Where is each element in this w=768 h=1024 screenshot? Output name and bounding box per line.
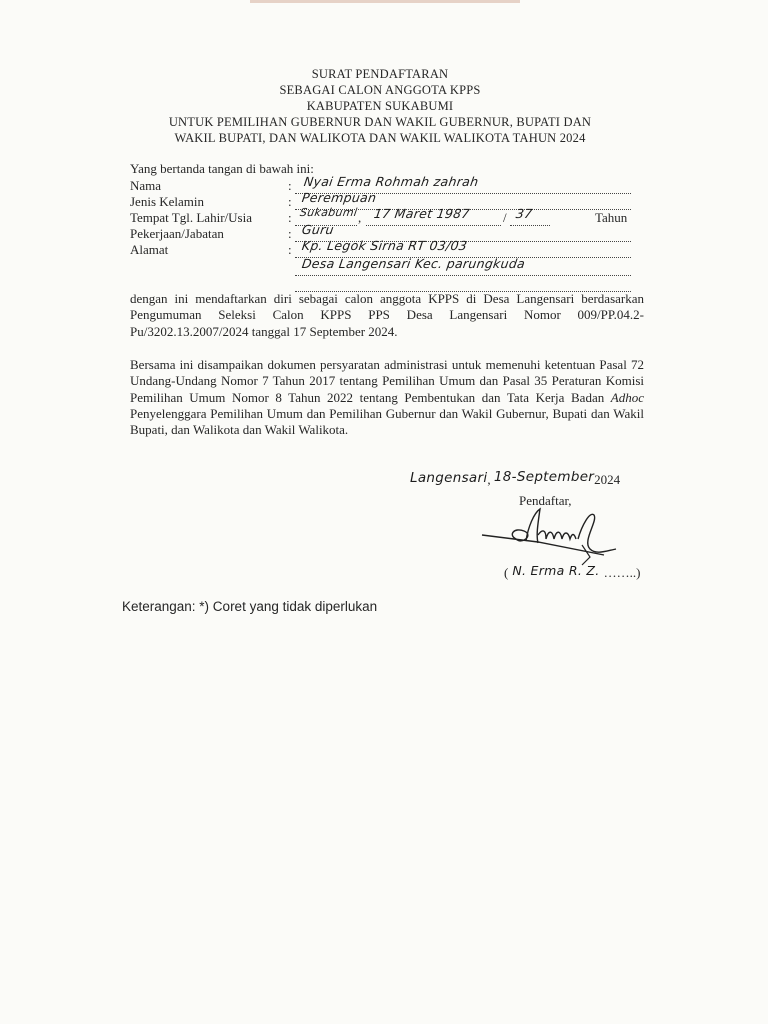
title-line-3: KABUPATEN SUKABUMI: [306, 99, 454, 113]
signer-name-close: ……..): [603, 565, 641, 580]
paragraph-documents-part-1: Bersama ini disampaikan dokumen persyaratan administrasi untuk memenuhi ketentuan Pasal 72 Undang-Undang Nomor 7 Tahun 2017 tentang Pemilihan Umum dan Pasal 35 Peraturan Komisi Pemilihan Umum Nomor 8 Tahun 2022 tentang Pembentukan dan Tata Kerja Badan: [130, 357, 644, 405]
field-colon: :: [288, 178, 292, 193]
field-value-age: 37: [514, 206, 534, 221]
field-alamat-line-3: [130, 276, 650, 292]
field-value-birthdate: 17 Maret 1987: [372, 206, 471, 221]
date-year: 2024: [594, 472, 621, 487]
signature-date: Langensari, 18-September2024: [410, 469, 621, 487]
field-label-alamat: Alamat: [130, 242, 169, 257]
field-value-alamat-1: Kp. Legok Sirna RT 03/03: [300, 238, 469, 253]
handwritten-signature: [478, 505, 628, 569]
footnote: Keterangan: *) Coret yang tidak diperlukan: [122, 599, 378, 614]
title-line-1: SURAT PENDAFTARAN: [311, 67, 449, 81]
field-colon: :: [288, 242, 292, 257]
field-value-jenis-kelamin: Perempuan: [300, 190, 378, 205]
scan-edge-mark: [250, 0, 520, 3]
field-label-jenis-kelamin: Jenis Kelamin: [130, 194, 205, 209]
field-colon: :: [288, 210, 292, 225]
field-value-nama: Nyai Erma Rohmah zahrah: [302, 174, 480, 189]
dotted-line: [295, 276, 631, 292]
paragraph-documents: [130, 357, 644, 438]
paragraph-documents-part-2: Penyelenggara Pemilihan Umum dan Pemilihan Gubernur dan Wakil Gubernur, Bupati dan Wakil Bupati, dan Walikota dan Wakil Walikota.: [130, 405, 644, 438]
age-unit: Tahun: [595, 210, 628, 225]
separator-comma: ,: [358, 210, 362, 225]
signer-name-open: (: [504, 565, 509, 580]
intro-text: Yang bertanda tangan di bawah ini:: [130, 161, 314, 176]
field-value-alamat-2: Desa Langensari Kec. parungkuda: [300, 256, 527, 271]
field-colon: :: [288, 226, 292, 241]
field-label-pekerjaan: Pekerjaan/Jabatan: [130, 226, 224, 241]
document-title: [120, 66, 640, 146]
field-value-pekerjaan: Guru: [300, 222, 335, 237]
date-handwritten: 18-September: [493, 469, 595, 485]
paragraph-registration: dengan ini mendaftarkan diri sebagai calon anggota KPPS di Desa Langensari berdasarkan Pengumuman Seleksi Calon KPPS PPS Desa Langensari Nomor 009/PP.04.2-Pu/3202.13.2007/2024 tanggal 17 September 2024.: [130, 291, 644, 339]
signer-role: Pendaftar,: [519, 493, 572, 508]
paragraph-documents-italic: Adhoc: [610, 389, 644, 405]
title-line-2: SEBAGAI CALON ANGGOTA KPPS: [279, 83, 481, 97]
signer-name-line: [504, 565, 640, 581]
field-label-nama: Nama: [130, 178, 162, 193]
separator-slash: /: [503, 210, 507, 225]
title-line-4: UNTUK PEMILIHAN GUBERNUR DAN WAKIL GUBERNUR, BUPATI DAN: [168, 115, 592, 129]
date-place: Langensari: [410, 470, 488, 486]
field-nama: [130, 174, 650, 194]
field-colon: :: [288, 194, 292, 209]
signer-name: N. Erma R. Z.: [512, 563, 600, 578]
field-value-place: Sukabumi: [299, 206, 359, 219]
field-alamat-line-2: [130, 256, 650, 276]
field-label-ttl: Tempat Tgl. Lahir/Usia: [130, 210, 252, 225]
field-ttl: [130, 206, 650, 226]
title-line-5: WAKIL BUPATI, DAN WALIKOTA DAN WAKIL WALIKOTA TAHUN 2024: [174, 131, 586, 145]
